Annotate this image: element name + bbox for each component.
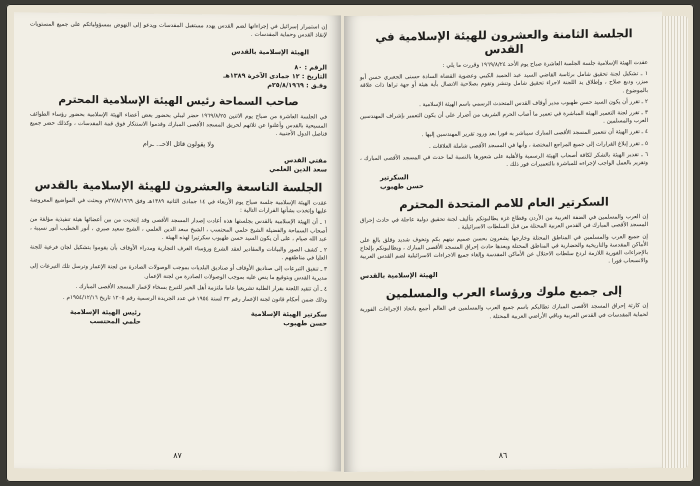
right-heading-3: إلى جميع ملوك ورؤساء العرب والمسلمين [385, 283, 623, 302]
left-paragraph-4: ٢ ـ كشف الصور والبيانات والمقادير لعقد الشرع ورؤساء الغرف التجارية ومدراء الأوقاف بأن يقوموا بتشكيل لجان فرعية للجنة العليا في مناطقهم . [30, 244, 327, 262]
right-page-number: ٨٦ [498, 450, 508, 461]
left-sign-secretary-name: حسن طهبوب [283, 319, 327, 328]
right-paragraph-9: إن جميع العرب والمسلمين في المناطق المحتلة وخارجها يشعرون بحسن صميم نيتهم بكم وتخوف شديد وقلق بالغ على الأماكن المقدسة والتاريخية والحضارية في المناطق المحتلة ويعدها حادث إحراق المسجد الأقصى المبارك ، ويطالبونكم بإلحاح بالإجراءات الفورية اللازمة لردع سلطات الاحتلال عن الأماكن المقدسة وإلغاء جميع الاجراءات الاسرائيلية لضم القدس العربية والانسحاب فورا . [360, 233, 648, 265]
right-heading-2: السكرتير العام للامم المتحدة المحترم [399, 194, 609, 212]
left-page-number: ٨٧ [173, 450, 182, 461]
left-heading-1: صاحب السماحة رئيس الهيئة الإسلامية المحترم [58, 94, 299, 109]
left-paragraph-7: وذلك ضمن أحكام قانون لجنة الإعمار رقم ٣٢ لسنة ١٩٥٤ في عدد الجريدة الرسمية رقم ١٢٠٥ تاريخ ١٩٥٤/١٢/١٦م . [62, 294, 327, 304]
left-paragraph-5: ٣ ـ تنفيق التبرعات إلى صناديق الأوقاف أو صناديق البلديات بموجب الوصولات الصادرة من لجنة الإعمار وترسل تلك التبرعات إلى مديرية القدس وبتوقيع ما ينص عليه بموجب الوصولات الصادرة من لجنة الإعمار. [30, 263, 327, 282]
page-edges [662, 16, 688, 468]
left-paragraph-2: عقدت الهيئة الإسلامية جلسة صباح يوم الأربعاء في ١٤ جمادى الثانية ١٣٨٩هـ وفق ٢٧/٨/١٩٦٩م وبحثت في المواضيع المعروضة عليها وإتخذت بشأنها القرارات التالية : [30, 197, 328, 215]
left-paragraph-6: ٤ ـ أن تتقيد اللجنة بقرار الطلبة تشريعيا عاما ملتزمة أهل الخير للتبرع بسخاء لإعمار المسجد الأقصى المبارك . [75, 283, 327, 293]
right-sign-secretary-name: حسن طهبوب [380, 182, 424, 191]
right-paragraph-10: إن كارثة إحراق المسجد الأقصى المبارك تطالبكم باسم جميع العرب والمسلمين في العالم أجمع باتخاذ الإجراءات الفورية لحماية المقدسات في القدس العربية وباقي الأراضي العربية المحتلة . [360, 303, 648, 320]
left-date-gregorian: وفـق : ٢٥/٨/١٩٦٩م [267, 81, 327, 90]
right-paragraph-7: ٦ ـ تقدير الهيئة بالشكر لكافة أصحاب الهيئة الرسمية والأهلية على شعورها بالنسبة لما حدث في المسجد الأقصى المبارك ، وتقرير بالعمل الواجب لإجراءه للمباشرة بالتعميرات فور ذلك . [360, 151, 648, 168]
left-ref-number: الرقم : ٨٠ [294, 63, 327, 72]
left-date-hijri: التاريخ : ١٢ جمادى الآخرة ١٣٨٩هـ [223, 71, 327, 81]
right-paragraph-6: ٥ ـ تقرر إبلاغ القرارات إلى جميع المراجع المختصة ، وأنها في المسجد الأقصى شاملة العلاقات . [429, 140, 648, 150]
right-paragraph-4: ٣ ـ تقرر لجنة التعمير الهيئة المباشرة في تعمير ما أصاب الحرم الشريف من أضرار على أن يكون التعمير بإشراف المهندسين العرب والمسلمين . [360, 109, 648, 125]
left-sign-mufti-title: مفتي القدس [284, 156, 327, 165]
right-heading-1: الجلسة الثامنة والعشرون للهيئة الإسلامية في القدس [375, 26, 633, 57]
right-sign-islamic-body: الهيئة الإسلامية بالقدس [360, 271, 438, 281]
right-paragraph-1: عقدت الهيئة الإسلامية جلسة الجلسة العاشرة صباح يوم الأحد ١٩٦٩/٨/٢٤ وقررت ما يلي : [442, 59, 648, 69]
left-paragraph-1b: ولا يقولون قائل الاحـ.. ـرام [142, 139, 215, 149]
left-sign-mufti-name: سعد الدين العلمي [269, 164, 327, 174]
left-sign-secretary-title: سكرتير الهيئة الإسلامية [250, 310, 327, 319]
left-heading-2: الجلسة التاسعة والعشرون للهيئة الإسلامية بالقدس [34, 177, 323, 195]
left-paragraph-1: في الجلسة العاشرة من صباح يوم الاثنين ١٩٦٩/٨/٢٥ حضر ليبلي بحضور بعض أعضاء الهيئة الإسلامية بحضور رؤساء الطوائف المسيحية بالقدس وأعلنوا عن ثلاثهم لحريق المسجد الأقصى المبارك وقدموا الاستنكار فوق قمة المقدسات ، وكذلك حضر جميع قناصل الدول الأجنبية . [30, 111, 327, 138]
left-paragraph-3: ١ ـ أن الهيئة الإسلامية بالقدس بجلستها هذه أعادت إصدار المسجد الأقصى وقد إنتخبت من بين أعضائها هيئة تنفيذية مؤلفة من أصحاب السماحة والفضيلة الشيخ حلمي المحتسب ، الشيخ سعد الدين العلمي ، الشيخ سعيد صبري ، أنور الخطيب أنور نسيبة ، عبد الله صيام ، على أن يكون السيد حسن طهبوب سكرتيرا لهذه الهيئة . [30, 216, 327, 243]
left-sign-president-name: حلمي المحتسب [89, 317, 141, 326]
left-sign-islamic-body: الهيئة الإسلامية بالقدس [231, 47, 309, 57]
right-paragraph-5: ٤ ـ تقرر الهيئة أن تتعمير المسجد الأقصى المبارك سيباشر به فورا بعد ورود تقرير المهندسين إليها . [421, 129, 648, 139]
right-paragraph-8: إن العرب والمسلمين في الضفة الغربية من الأردن وقطاع غزة يطالبونكم بتأليف لجنة تحقيق دولية عاجلة في حادث إحراق المسجد الأقصى المبارك في القدس العربية المحتلة من قبل السلطات الاسرائيلية . [360, 214, 648, 232]
left-page [14, 12, 341, 471]
right-page [344, 12, 662, 472]
left-sign-president-title: رئيس الهيئة الإسلامية [70, 308, 141, 317]
open-book [6, 4, 694, 482]
left-top-text: إن استمرار إسرائيل في إجراءاتها لضم القدس يهدد مستقبل المقدسات ويدعو إلى النهوض بمسؤولياتكم على جميع المستويات لإنقاذ القدس وحماية المقدسات . [30, 21, 327, 39]
right-sign-secretary-title: السكرتير [380, 173, 409, 182]
right-paragraph-2: ١ ـ تشكيل لجنة تحقيق شامل برئاسة القاضي السيد عبد الحميد الكيبي وعضوية القضاة السادة حسنى الجعبري حسن أبو ميزر، وديع صلاح ، وإطلاق يد اللجنة لاجراء تحقيق شامل وتنشر وتقوم بصلاحية الاتصال بأية هيئة أو جهة تراها ذات علاقة بالموضوع . [360, 71, 648, 94]
right-paragraph-3: ٢ ـ تقرر أن يكون السيد حسن طهبوب مدير أوقاف القدس المتحدث الرسمي باسم الهيئة الإسلامية . [419, 98, 648, 108]
